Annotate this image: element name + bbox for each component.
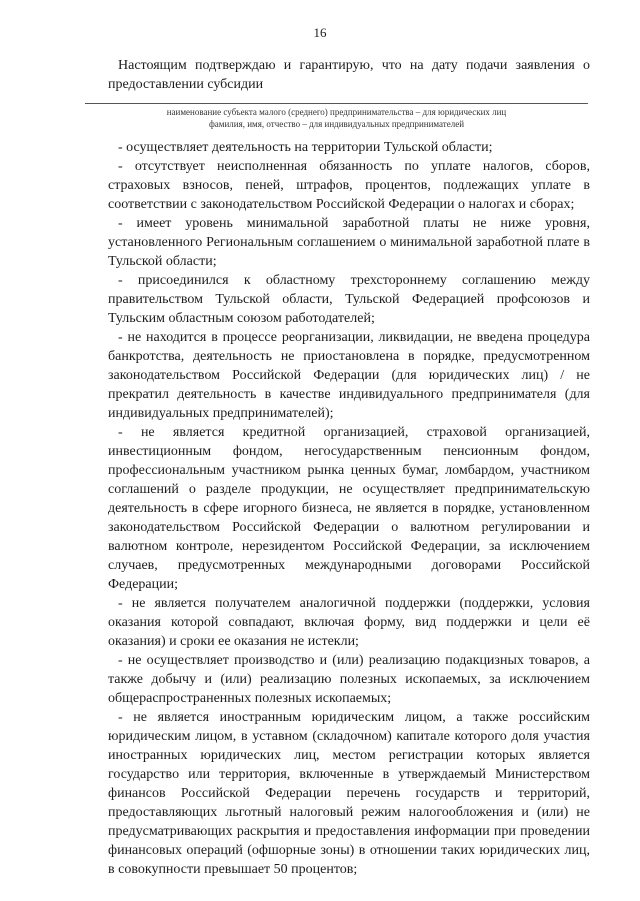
fill-in-caption [85,106,588,130]
condition-item: - не является кредитной организацией, страховой организацией, инвестиционным фондом, негосударственным пенсионным фондом, профессиональным участником рынка ценных бумаг, ломбардом, участником соглашений о разделе продукции, не осуществляет предпринимательскую деятельность в сфере игорного бизнеса, не является в порядке, установленном законодательством Российской Федерации о валютном регулировании и валютном контроле, нерезидентом Российской Федерации, за исключением случаев, предусмотренных международными договорами Российской Федерации; [108,425,590,592]
condition-item: - присоединился к областному трехстороннему соглашению между правительством Тульской области, Тульской Федерацией профсоюзов и Тульским областным союзом работодателей; [108,273,590,326]
condition-item: - не находится в процессе реорганизации, ликвидации, не введена процедура банкротства, деятельность не приостановлена в порядке, предусмотренном законодательством Российской Федерации (для юридических лиц) / не прекратил деятельность в качестве индивидуального предпринимателя (для индивидуальных предпринимателей); [108,330,590,421]
intro-statement: Настоящим подтверждаю и гарантирую, что на дату подачи заявления о предоставлении субсидии [108,58,590,92]
condition-item: - осуществляет деятельность на территории Тульской области; [118,140,493,155]
caption-line-2: фамилия, имя, отчество – для индивидуальных предпринимателей [208,119,465,129]
caption-line-1: наименование субъекта малого (среднего) предпринимательства – для юридических лиц [166,107,507,117]
condition-item: - не осуществляет производство и (или) реализацию подакцизных товаров, а также добычу и (или) реализацию полезных ископаемых, за исключением общераспространенных полезных ископаемых; [108,653,590,706]
condition-item: - имеет уровень минимальной заработной платы не ниже уровня, установленного Региональным соглашением о минимальной заработной плате в Тульской области; [108,216,590,269]
conditions-list [108,138,590,879]
condition-item: - не является получателем аналогичной поддержки (поддержки, условия оказания которой совпадают, включая форму, вид поддержки и цели её оказания) и сроки ее оказания не истекли; [108,596,590,649]
condition-item: - не является иностранным юридическим лицом, а также российским юридическим лицом, в уставном (складочном) капитале которого доля участия иностранных юридических лиц, местом регистрации которых является государство или территория, включенные в утверждаемый Министерством финансов Российской Федерации перечень государств и территорий, предоставляющих льготный налоговый режим налогообложения и (или) не предусматривающих раскрытия и предоставления информации при проведении финансовых операций (офшорные зоны) в отношении таких юридических лиц, в совокупности превышает 50 процентов; [108,710,590,877]
page-number: 16 [313,25,327,40]
fill-in-line [85,103,588,104]
condition-item: - отсутствует неисполненная обязанность по уплате налогов, сборов, страховых взносов, пеней, штрафов, процентов, подлежащих уплате в соответствии с законодательством Российской Федерации о налогах и сборах; [108,159,590,212]
